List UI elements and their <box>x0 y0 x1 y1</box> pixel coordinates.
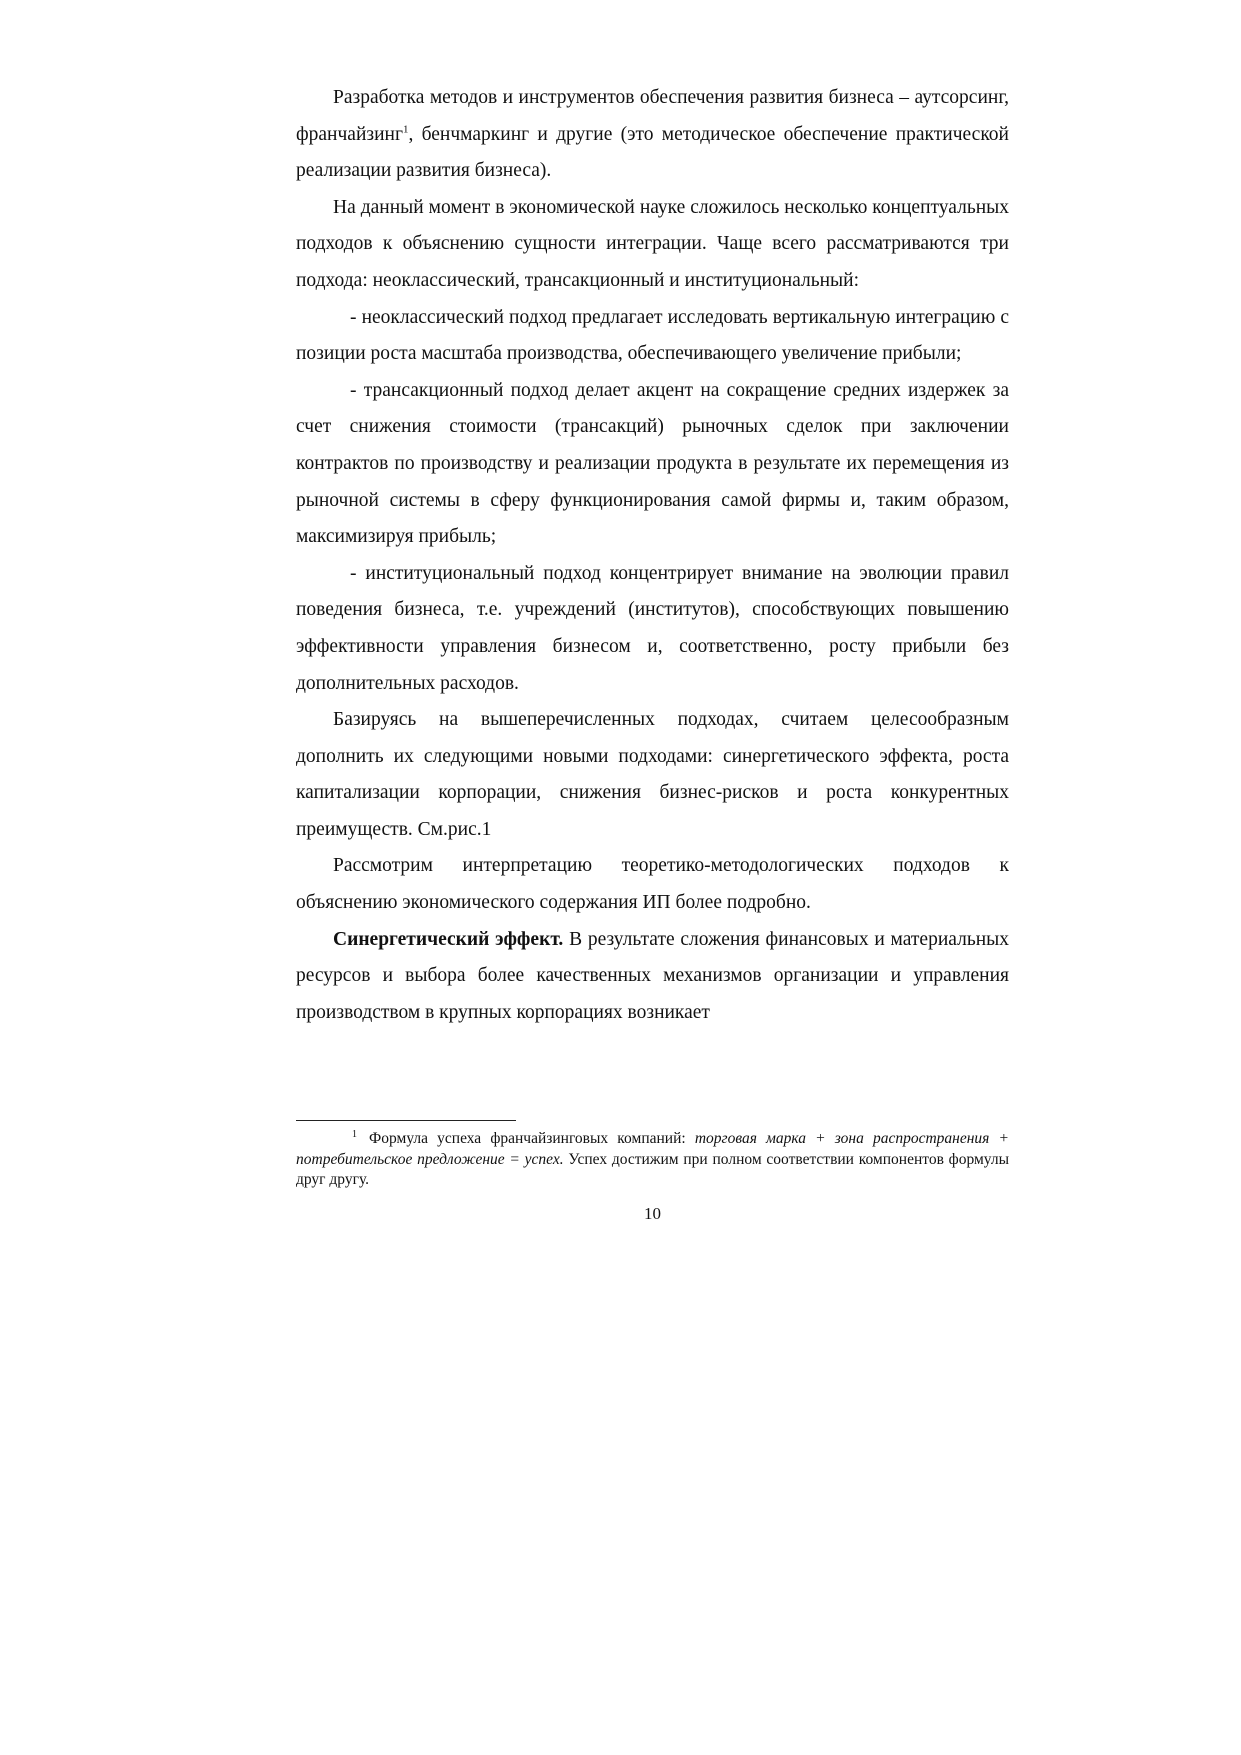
paragraph-integration-approaches: На данный момент в экономической науке сложилось несколько концептуальных подходов к объяснению сущности интеграции. Чаще всего рассматриваются три подхода: неоклассический, трансакционный и институциональный: <box>296 196 1009 291</box>
footnote-separator <box>296 1120 516 1121</box>
paragraph-text: , бенчмаркинг и другие (это методическое обеспечение практической реализации развития бизнеса). <box>296 123 1009 182</box>
paragraph-text: Разработка методов и инструментов обеспечения развития бизнеса – аутсорсинг, франчайзинг <box>296 87 1009 145</box>
footnote-text: Успех достижим при полном соответствии компонентов формулы друг другу. <box>296 1150 1009 1188</box>
footnote-text: Формула успеха франчайзинговых компаний: <box>369 1130 695 1147</box>
footnote-mark: 1 <box>352 1128 357 1140</box>
footnote-reference[interactable]: 1 <box>402 123 409 136</box>
paragraph-synergy-effect <box>296 922 1009 1032</box>
list-item-transactional: - трансакционный подход делает акцент на сокращение средних издержек за счет снижения стоимости (трансакций) рыночных сделок при заключении контрактов по производству и реализации продукта в результате их перемещения из рыночной системы в сферу функционирования самой фирмы и, таким образом, максимизируя прибыль; <box>296 379 1009 548</box>
section-heading: Синергетический эффект. <box>333 928 564 950</box>
page-number: 10 <box>644 1204 661 1223</box>
paragraph-interpretation: Рассмотрим интерпретацию теоретико-методологических подходов к объяснению экономического содержания ИП более подробно. <box>296 855 1009 914</box>
footnote <box>296 1129 1009 1191</box>
document-body <box>296 80 1009 1031</box>
list-item-neoclassical: - неоклассический подход предлагает исследовать вертикальную интеграцию с позиции роста масштаба производства, обеспечивающего увеличение прибыли; <box>296 306 1009 365</box>
paragraph-text: В результате сложения финансовых и материальных ресурсов и выбора более качественных механизмов организации и управления производством в крупных корпорациях возникает <box>296 928 1009 1023</box>
footnote-formula: торговая марка + зона распространения + потребительское предложение = успех. <box>296 1130 1009 1168</box>
paragraph-business-development-methods <box>296 80 1009 190</box>
paragraph-new-approaches: Базируясь на вышеперечисленных подходах, считаем целесообразным дополнить их следующими новыми подходами: синергетического эффекта, роста капитализации корпорации, снижения бизнес-рисков и роста конкурентных преимуществ. См.рис.1 <box>296 709 1009 840</box>
list-item-institutional: - институциональный подход концентрирует внимание на эволюции правил поведения бизнеса, т.е. учреждений (институтов), способствующих повышению эффективности управления бизнесом и, соответственно, росту прибыли без дополнительных расходов. <box>296 562 1009 694</box>
